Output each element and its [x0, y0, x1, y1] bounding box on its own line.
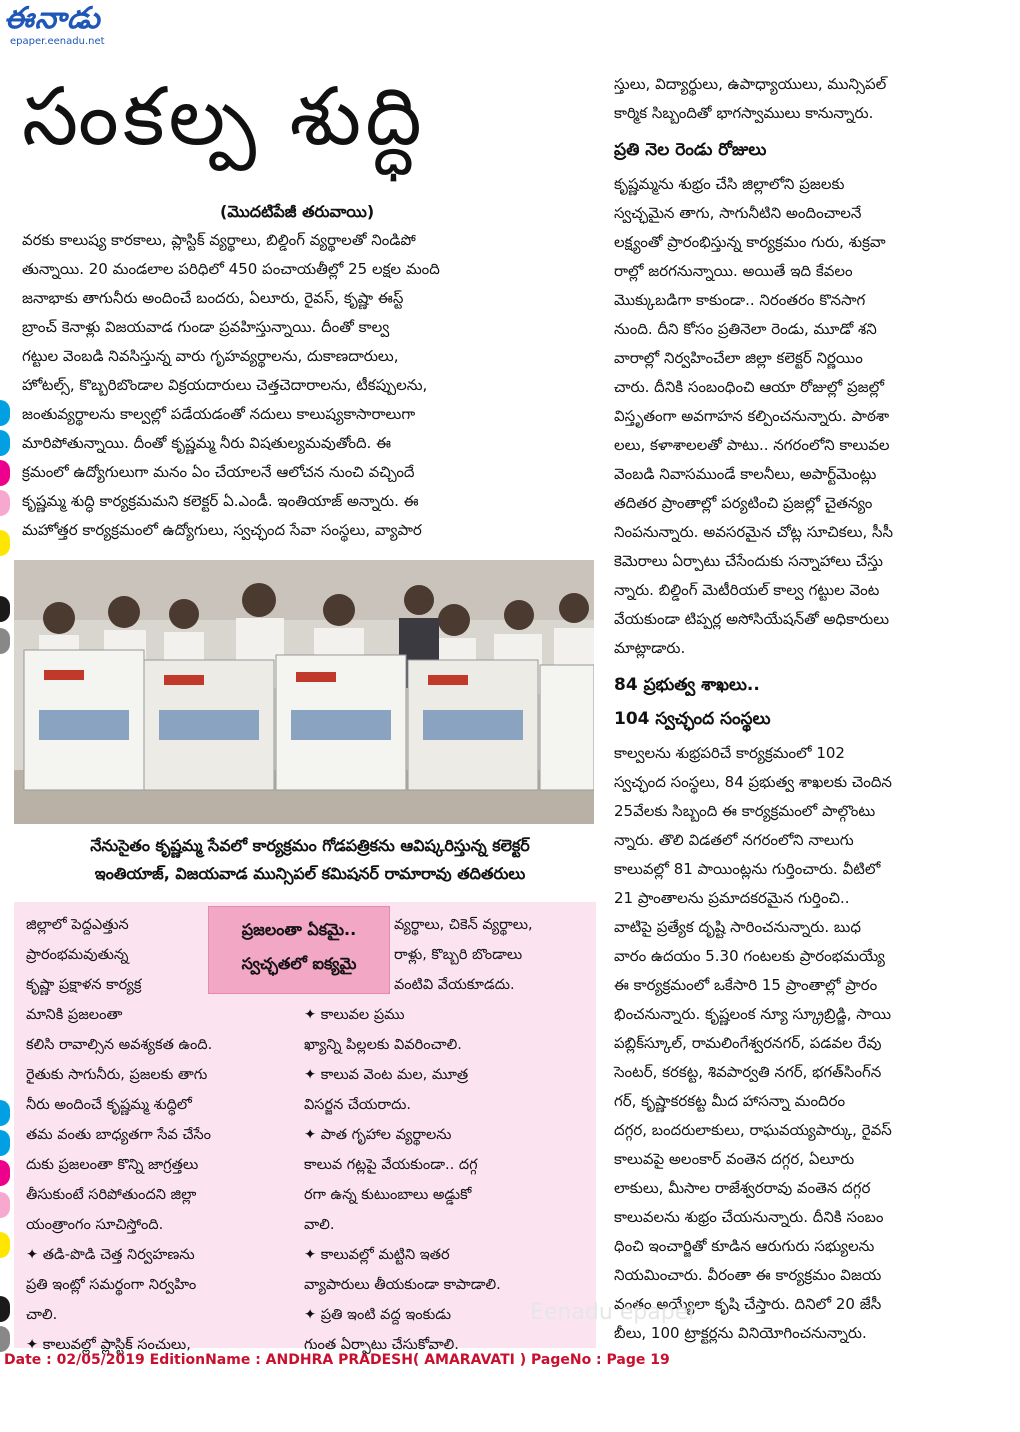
article-line: కాలువలను శుభ్రం చేయనున్నారు. దీనికి సంబం	[614, 1208, 884, 1226]
article-line: భించనున్నారు. కృష్ణలంక న్యూ స్క్రూబ్రిడ్జి, సాయి	[614, 1005, 891, 1023]
article-line: కాల్వలను శుభ్రపరిచే కార్యక్రమంలో 102	[614, 744, 845, 762]
tip-line: రగా ఉన్న కుటుంబాలు అడ్డుకో	[304, 1187, 472, 1203]
swatch	[0, 1232, 10, 1258]
tip-line: రాళ్లు, కొబ్బరి బొండాలు	[394, 947, 523, 963]
article-line: వాటిపై ప్రత్యేక దృష్టి సారించనున్నారు. బుధ	[614, 918, 861, 936]
quote-line: ప్రజలంతా ఏకమై..	[241, 920, 357, 939]
swatch	[0, 490, 10, 516]
tip-line: విసర్జన చేయరాదు.	[304, 1097, 411, 1113]
tip-line: కలిసి రావాల్సిన అవశ్యకత ఉంది.	[26, 1037, 213, 1053]
article-line: నియమించారు. వీరంతా ఈ కార్యక్రమం విజయ	[614, 1266, 882, 1284]
article-line: వారాల్లో నిర్వహించేలా జిల్లా కలెక్టర్ నిర్ణయిం	[614, 349, 863, 367]
site-url: epaper.eenadu.net	[10, 36, 105, 47]
article-line: గర్, కృష్ణాకరకట్ట మీద హాసన్నా మందిరం	[614, 1092, 846, 1110]
subhead-organisations: 104 స్వచ్ఛంద సంస్థలు	[614, 709, 771, 729]
event-photo	[14, 560, 594, 824]
tip-line: కాలువ గట్లపై వేయకుండా.. దగ్గ	[304, 1157, 478, 1173]
article-line: సెంటర్, కరకట్ట, శివపార్వతి నగర్, భగత్‌సింగ్‌న	[614, 1063, 882, 1081]
article-line: విస్తృతంగా అవగాహన కల్పించనున్నారు. పాఠశా	[614, 407, 890, 425]
tip-line: చాలి.	[26, 1307, 58, 1323]
tip-line: యంత్రాంగం సూచిస్తోంది.	[26, 1217, 164, 1233]
article-line: రాల్లో జరగనున్నాయి. అయితే ఇది కేవలం	[614, 262, 853, 280]
article-line: 21 ప్రాంతాలను ప్రమాదకరమైన గుర్తించి..	[614, 889, 850, 907]
article-line: లలు, కళాశాలలతో పాటు.. నగరంలోని కాలువల	[614, 436, 890, 454]
quote-line: స్వచ్ఛతలో ఐక్యమై	[241, 954, 357, 973]
article-line: లాకులు, మీసాల రాజేశ్వరరావు వంతెన దగ్గర	[614, 1179, 871, 1197]
caption-line: ఇంతియాజ్, విజయవాడ మున్సిపల్ కమిషనర్ రామారావు తదితరులు	[94, 864, 526, 883]
swatch	[0, 1160, 10, 1186]
article-line: కార్మిక సిబ్బందితో భాగస్వాములు కానున్నారు.	[614, 104, 874, 122]
tip-line: ప్రతి ఇంట్లో సమర్థంగా నిర్వహిం	[26, 1277, 197, 1293]
tip-line: ✦ కాలువల్లో ప్లాస్టిక్ సంచులు,	[26, 1337, 191, 1353]
tip-line: తమ వంతు బాధ్యతగా సేవ చేసేం	[26, 1127, 212, 1143]
swatch	[0, 1130, 10, 1156]
tip-line: దుకు ప్రజలంతా కొన్ని జాగ్రత్తలు	[26, 1157, 199, 1173]
article-line: నుంది. దీని కోసం ప్రతినెలా రెండు, మూడో శని	[614, 320, 877, 338]
tip-line: మానికి ప్రజలంతా	[26, 1007, 123, 1023]
tip-line: వ్యాపారులు తీయకుండా కాపాడాలి.	[304, 1277, 501, 1293]
swatch	[0, 596, 10, 622]
photo-caption	[30, 832, 590, 888]
article-line: వేయకుండా టిప్పర్ల అసోసియేషన్‌తో అధికారులు	[614, 610, 890, 628]
article-line: 25వేలకు సిబ్బంది ఈ కార్యక్రమంలో పాల్గొంటు	[614, 802, 876, 820]
swatch	[0, 430, 10, 456]
article-line: హోటల్స్, కొబ్బరిబొండాల విక్రయదారులు చెత్తచెదారాలను, టీకప్పులను,	[22, 376, 428, 394]
right-article-column	[614, 70, 954, 1348]
left-article-column	[22, 226, 594, 545]
article-line: న్నారు. బిల్డింగ్ మెటీరియల్ కాల్వ గట్టుల వెంట	[614, 581, 880, 599]
tip-line: వంటివి వేయకూడదు.	[394, 977, 515, 993]
article-line: కృష్ణమ్మను శుభ్రం చేసి జిల్లాలోని ప్రజలకు	[614, 175, 845, 193]
tip-line: ✦ పాత గృహాల వ్యర్థాలను	[304, 1127, 452, 1143]
tip-line: ప్రారంభమవుతున్న	[26, 947, 129, 963]
tip-line: గుంత ఏర్పాటు చేసుకోవాలి.	[304, 1337, 459, 1353]
tip-line: వాలి.	[304, 1217, 335, 1233]
article-line: నింపనున్నారు. అవసరమైన చోట్ల సూచికలు, సీసీ	[614, 523, 894, 541]
swatch	[0, 1326, 10, 1352]
tip-line: ✦ కాలువల ప్రము	[304, 1007, 405, 1023]
article-line: మారిపోతున్నాయి. దీంతో కృష్ణమ్మ నీరు విషతుల్యమవుతోంది. ఈ	[22, 434, 392, 452]
tip-line: కృష్ణా ప్రక్షాళన కార్యక్ర	[26, 977, 142, 993]
tip-line: వ్యర్థాలు, చికెన్ వ్యర్థాలు,	[394, 917, 533, 933]
headline: సంకల్ప శుద్ధి	[22, 70, 426, 163]
article-line: పబ్లిక్‌స్కూల్, రామలింగేశ్వరనగర్, పడవల రేవు	[614, 1034, 882, 1052]
article-line: తదితర ప్రాంతాల్లో పర్యటించి ప్రజల్లో చైతన్యం	[614, 494, 873, 512]
article-line: గట్టుల వెంబడి నివసిస్తున్న వారు గృహవ్యర్థాలను, దుకాణదారులు,	[22, 347, 399, 365]
swatch	[0, 1100, 10, 1126]
article-line: మాట్లాడారు.	[614, 639, 686, 657]
article-line: మొక్కుబడిగా కాకుండా.. నిరంతరం కొనసాగ	[614, 291, 866, 309]
subhead-departments: 84 ప్రభుత్వ శాఖలు..	[614, 675, 760, 695]
watermark: Eenadu epaper	[530, 1300, 698, 1325]
article-line: వారం ఉదయం 5.30 గంటలకు ప్రారంభమయ్యే	[614, 947, 885, 965]
tip-line: రైతుకు సాగునీరు, ప్రజలకు తాగు	[26, 1067, 208, 1083]
article-line: బ్రాంచ్ కెనాళ్లు విజయవాడ గుండా ప్రవహిస్తున్నాయి. దీంతో కాల్వ	[22, 318, 390, 336]
logo-text: ఈనాడు	[4, 1, 101, 36]
tip-line: ✦ కాలువ వెంట మల, మూత్ర	[304, 1067, 469, 1083]
article-line: కాలువపై అలంకార్ వంతెన దగ్గర, ఏలూరు	[614, 1150, 855, 1168]
tips-column-1	[26, 910, 296, 1360]
tip-line: తీసుకుంటే సరిపోతుందని జిల్లా	[26, 1187, 197, 1203]
eenadu-logo	[4, 2, 144, 54]
swatch	[0, 530, 10, 556]
tip-line: ✦ కాలువల్లో మట్టిని ఇతర	[304, 1247, 450, 1263]
article-line: న్నారు. తొలి విడతలో నగరంలోని నాలుగు	[614, 831, 854, 849]
article-line: బీలు, 100 ట్రాక్టర్లను వినియోగించనున్నారు.	[614, 1324, 867, 1342]
article-line: వంతం అయ్యేలా కృషి చేస్తారు. దినిలో 20 జేసీ	[614, 1295, 882, 1313]
continuation-label: (మొదటిపేజీ తరువాయి)	[220, 202, 375, 221]
article-line: తున్నాయి. 20 మండలాల పరిధిలో 450 పంచాయతీల్లో 25 లక్షల మంది	[22, 260, 440, 278]
swatch	[0, 400, 10, 426]
tip-line: ✦ ప్రతి ఇంటి వద్ద ఇంకుడు	[304, 1307, 451, 1323]
article-line: స్తులు, విద్యార్థులు, ఉపాధ్యాయులు, మున్సిపల్	[614, 75, 887, 93]
tip-line: ✦ తడి-పొడి చెత్త నిర్వహణను	[26, 1247, 195, 1263]
article-line: చారు. దీనికి సంబంధించి ఆయా రోజుల్లో ప్రజల్లో	[614, 378, 885, 396]
article-line: కృష్ణమ్మ శుద్ధి కార్యక్రమమని కలెక్టర్ ఏ.ఎండీ. ఇంతియాజ్ అన్నారు. ఈ	[22, 492, 419, 510]
swatch	[0, 460, 10, 486]
article-line: స్వచ్ఛమైన తాగు, సాగునీటిని అందించాలనే	[614, 204, 862, 222]
tip-line: నీరు అందించే కృష్ణమ్మ శుద్ధిలో	[26, 1097, 192, 1113]
subhead-monthly: ప్రతి నెల రెండు రోజులు	[614, 140, 767, 160]
photo-illustration	[14, 560, 594, 824]
swatch	[0, 1192, 10, 1218]
article-line: జంతువ్యర్థాలను కాల్వల్లో పడేయడంతో నదులు కాలుష్యకాసారాలుగా	[22, 405, 416, 423]
article-line: మహోత్తర కార్యక్రమంలో ఉద్యోగులు, స్వచ్ఛంద సేవా సంస్థలు, వ్యాపార	[22, 521, 422, 539]
edition-footer: Date : 02/05/2019 EditionName : ANDHRA PRADESH( AMARAVATI ) PageNo : Page 19	[4, 1352, 670, 1368]
tip-line: ఖ్యాన్ని పిల్లలకు వివరించాలి.	[304, 1037, 462, 1053]
caption-line: నేనుసైతం కృష్ణమ్మ సేవలో కార్యక్రమం గోడపత్రికను ఆవిష్కరిస్తున్న కలెక్టర్	[90, 836, 530, 855]
article-line: జనాభాకు తాగునీరు అందించే బందరు, ఏలూరు, రైవస్, కృష్ణా ఈస్ట్	[22, 289, 404, 307]
article-line: కెమెరాలు ఏర్పాటు చేసేందుకు సన్నాహాలు చేస్తు	[614, 552, 883, 570]
article-line: వరకు కాలుష్య కారకాలు, ప్లాస్టిక్ వ్యర్థాలు, బిల్డింగ్ వ్యర్థాలతో నిండిపో	[22, 231, 416, 249]
article-line: స్వచ్ఛంద సంస్థలు, 84 ప్రభుత్వ శాఖలకు చెందిన	[614, 773, 892, 791]
article-line: కాలువల్లో 81 పాయింట్లను గుర్తించారు. వీటిలో	[614, 860, 881, 878]
swatch	[0, 628, 10, 654]
article-line: లక్ష్యంతో ప్రారంభిస్తున్న కార్యక్రమం గురు, శుక్రవా	[614, 233, 886, 251]
article-line: దగ్గర, బందరులాకులు, రాఘవయ్యపార్కు, రైవస్	[614, 1121, 892, 1139]
article-line: క్రమంలో ఉద్యోగులుగా మనం ఏం చేయాలనే ఆలోచన నుంచి వచ్చిందే	[22, 463, 415, 481]
article-line: ధించి ఇంచార్జితో కూడిన ఆరుగురు సభ్యులను	[614, 1237, 875, 1255]
swatch	[0, 1296, 10, 1322]
article-line: వెంబడి నివాసముండే కాలనీలు, అపార్ట్‌మెంట్లు	[614, 465, 877, 483]
article-line: ఈ కార్యక్రమంలో ఒకేసారి 15 ప్రాంతాల్లో ప్రారం	[614, 976, 878, 994]
tip-line: జిల్లాలో పెద్దఎత్తున	[26, 917, 129, 933]
